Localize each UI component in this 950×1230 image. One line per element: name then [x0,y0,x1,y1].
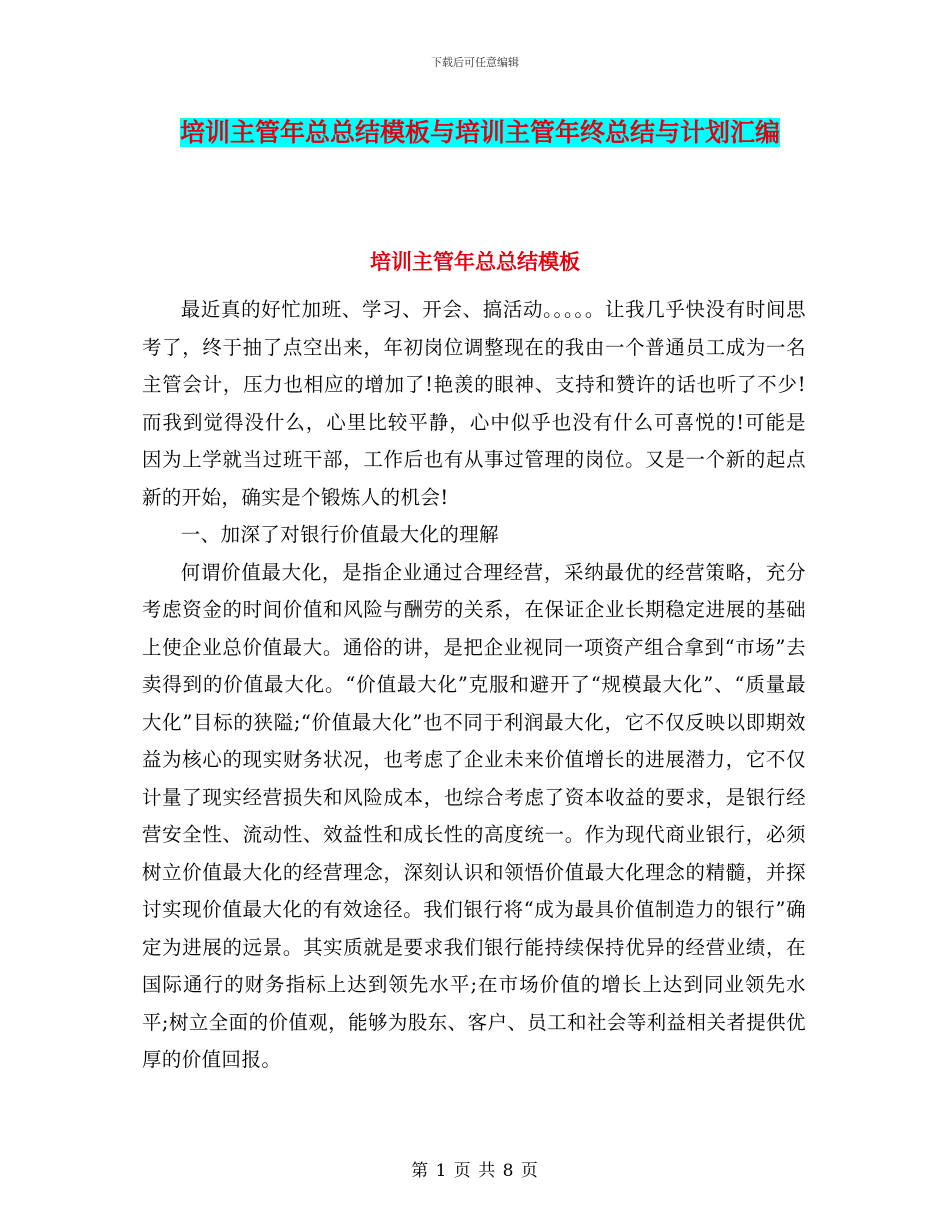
document-title [150,110,810,156]
paragraph-intro: 最近真的好忙加班、学习、开会、搞活动。。。。。让我几乎快没有时间思考了，终于抽了点空出来，年初岗位调整现在的我由一个普通员工成为一名主管会计，压力也相应的增加了!艳羡的眼神、支持和赞许的话也听了不少!而我到觉得没什么，心里比较平静，心中似乎也没有什么可喜悦的!可能是因为上学就当过班干部，工作后也有从事过管理的岗位。又是一个新的起点新的开始，确实是个锻炼人的机会! [142,298,806,509]
paragraph-heading-1: 一、加深了对银行价值最大化的理解 [180,523,500,546]
section-title: 培训主管年总总结模板 [370,250,580,274]
paragraph-value-maximization: 何谓价值最大化，是指企业通过合理经营，采纳最优的经营策略，充分考虑资金的时间价值和风险与酬劳的关系，在保证企业长期稳定进展的基础上使企业总价值最大。通俗的讲，是把企业视同一项资产组合拿到“市场”去卖得到的价值最大化。“价值最大化”克服和避开了“规模最大化”、“质量最大化”目标的狭隘;“价值最大化”也不同于利润最大化，它不仅反映以即期效益为核心的现实财务状况，也考虑了企业未来价值增长的进展潜力，它不仅计量了现实经营损失和风险成本，也综合考虑了资本收益的要求，是银行经营安全性、流动性、效益性和成长性的高度统一。作为现代商业银行，必须树立价值最大化的经营理念，深刻认识和领悟价值最大化理念的精髓，并探讨实现价值最大化的有效途径。我们银行将“成为最具价值制造力的银行”确定为进展的远景。其实质就是要求我们银行能持续保持优异的经营业绩，在国际通行的财务指标上达到领先水平;在市场价值的增长上达到同业领先水平;树立全面的价值观，能够为股东、客户、员工和社会等利益相关者提供优厚的价值回报。 [142,560,806,1071]
page-header-note: 下载后可任意编辑 [431,56,519,69]
document-body [142,291,806,1079]
page-footer-number: 第 1 页 共 8 页 [411,1161,539,1181]
document-title-text: 培训主管年总总结模板与培训主管年终总结与计划汇编 [179,118,780,147]
